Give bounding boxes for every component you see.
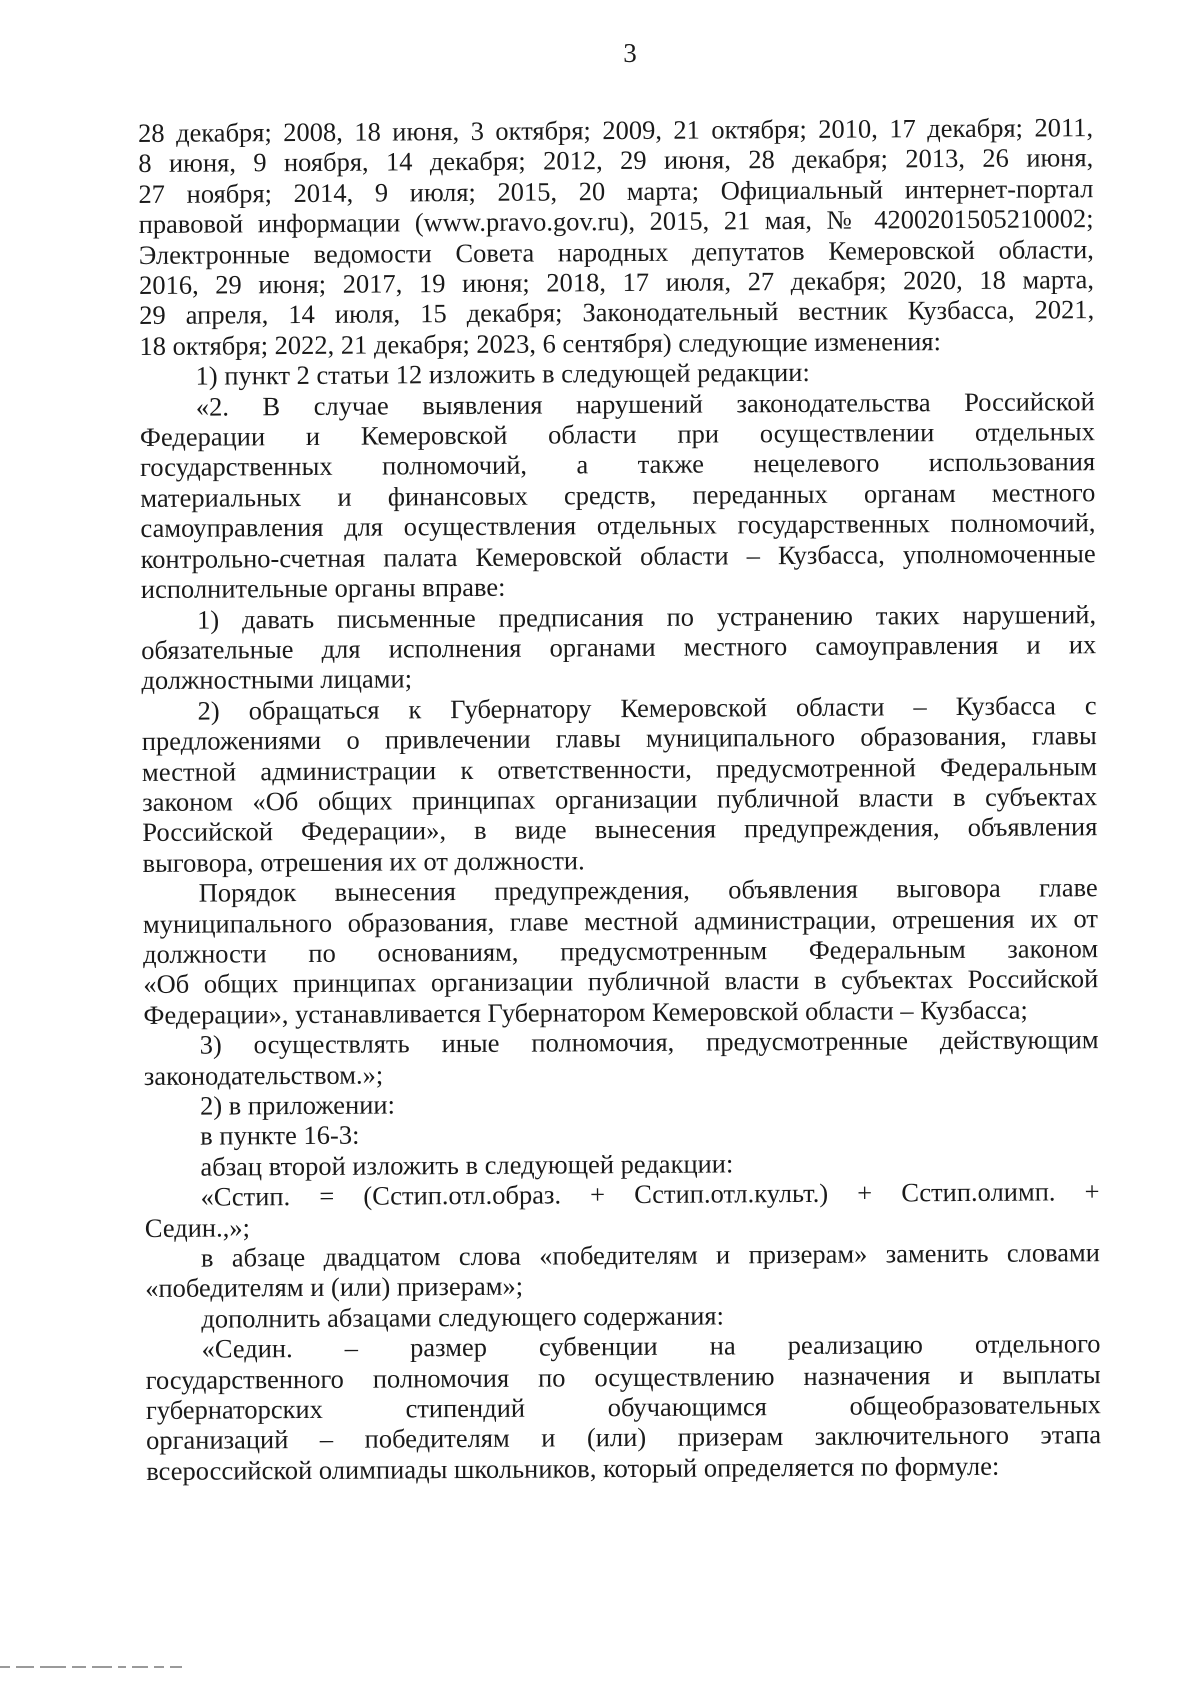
text-line: абзац второй изложить в следующей редакции: — [200, 1148, 734, 1182]
text-line: «2. В случае выявления нарушений законодательства Российской — [195, 385, 1095, 422]
text-line: государственных полномочий, а также нецелевого использования — [140, 446, 1096, 483]
text-line: Федерации», устанавливается Губернатором Кемеровской области – Кузбасса; — [143, 994, 1028, 1030]
text-line: в абзаце двадцатом слова «победителям и призерам» заменить словами — [200, 1237, 1101, 1273]
text-line: в пункте 16-3: — [200, 1120, 360, 1152]
text-line: организаций – победителям и (или) призерам заключительного этапа — [145, 1419, 1102, 1456]
text-line: 2) в приложении: — [199, 1089, 396, 1121]
text-line: 2) обращаться к Губернатору Кемеровской области – Кузбасса с — [197, 689, 1097, 726]
text-line: выговора, отрешения их от должности. — [142, 845, 585, 878]
text-line: местной администрации к ответственности, предусмотренной Федеральным — [141, 750, 1098, 787]
text-line: губернаторских стипендий обучающимся общеобразовательных — [145, 1389, 1101, 1426]
text-line: 1) давать письменные предписания по устранению таких нарушений, — [196, 598, 1097, 635]
text-line: Седин.,»; — [144, 1211, 250, 1243]
text-line: предложениями о привлечении главы муниципального образования, главы — [141, 720, 1097, 757]
text-line: 8 июня, 9 ноября, 14 декабря; 2012, 29 июня, 28 декабря; 2013, 26 июня, — [138, 142, 1094, 179]
scan-artifact-marks — [0, 1658, 260, 1666]
text-line: «Сстип. = (Сстип.отл.образ. + Сстип.отл.культ.) + Сстип.олимп. + — [200, 1176, 1100, 1212]
page-number: 3 — [623, 38, 637, 68]
document-body — [138, 112, 1101, 1486]
text-line: 3) осуществлять иные полномочия, предусмотренные действующим — [199, 1024, 1099, 1060]
text-line: должностными лицами; — [141, 663, 413, 696]
text-line: контрольно-счетная палата Кемеровской области – Кузбасса, уполномоченные — [140, 537, 1096, 574]
text-line: Электронные ведомости Совета народных депутатов Кемеровской области, — [138, 233, 1094, 270]
text-line: законом «Об общих принципах организации публичной власти в субъектах — [142, 781, 1098, 817]
text-line: должности по основаниям, предусмотренным Федеральным законом — [143, 933, 1099, 969]
text-line: обязательные для исполнения органами местного самоуправления и их — [141, 629, 1097, 665]
text-line: 18 октября; 2022, 21 декабря; 2023, 6 сентября) следующие изменения: — [139, 325, 941, 361]
text-line: 28 декабря; 2008, 18 июня, 3 октября; 2009, 21 октября; 2010, 17 декабря; 2011, — [138, 112, 1094, 148]
text-line: муниципального образования, главе местной администрации, отрешения их от — [142, 902, 1098, 939]
text-line: 29 апреля, 14 июля, 15 декабря; Законодательный вестник Кузбасса, 2021, — [139, 294, 1095, 331]
text-line: Российской Федерации», в виде вынесения предупреждения, объявления — [142, 811, 1098, 848]
text-line: государственного полномочия по осуществлению назначения и выплаты — [145, 1358, 1101, 1395]
text-line: самоуправления для осуществления отдельных государственных полномочий, — [140, 507, 1096, 544]
text-line: Федерации и Кемеровской области при осуществлении отдельных — [139, 416, 1096, 453]
text-line: Порядок вынесения предупреждения, объявления выговора главе — [198, 872, 1098, 908]
text-line: «Седин. – размер субвенции на реализацию отдельного — [201, 1328, 1101, 1364]
text-line: материальных и финансовых средств, переданных органам местного — [140, 477, 1096, 513]
text-line: 2016, 29 июня; 2017, 19 июня; 2018, 17 июля, 27 декабря; 2020, 18 марта, — [138, 264, 1095, 301]
text-line: исполнительные органы вправе: — [140, 571, 506, 605]
text-line: правовой информации (www.pravo.gov.ru), 2015, 21 мая, № 4200201505210002; — [138, 203, 1094, 240]
text-line: всероссийской олимпиады школьников, который определяется по формуле: — [146, 1450, 1000, 1486]
text-line: «Об общих принципах организации публичной власти в субъектах Российской — [143, 963, 1099, 1000]
text-line: дополнить абзацами следующего содержания: — [201, 1300, 725, 1334]
text-line: 1) пункт 2 статьи 12 изложить в следующей редакции: — [195, 357, 810, 391]
text-line: «победителям и (или) призерам»; — [145, 1271, 524, 1304]
text-line: 27 ноября; 2014, 9 июля; 2015, 20 марта; Официальный интернет-портал — [138, 172, 1094, 209]
text-line: законодательством.»; — [143, 1059, 384, 1091]
